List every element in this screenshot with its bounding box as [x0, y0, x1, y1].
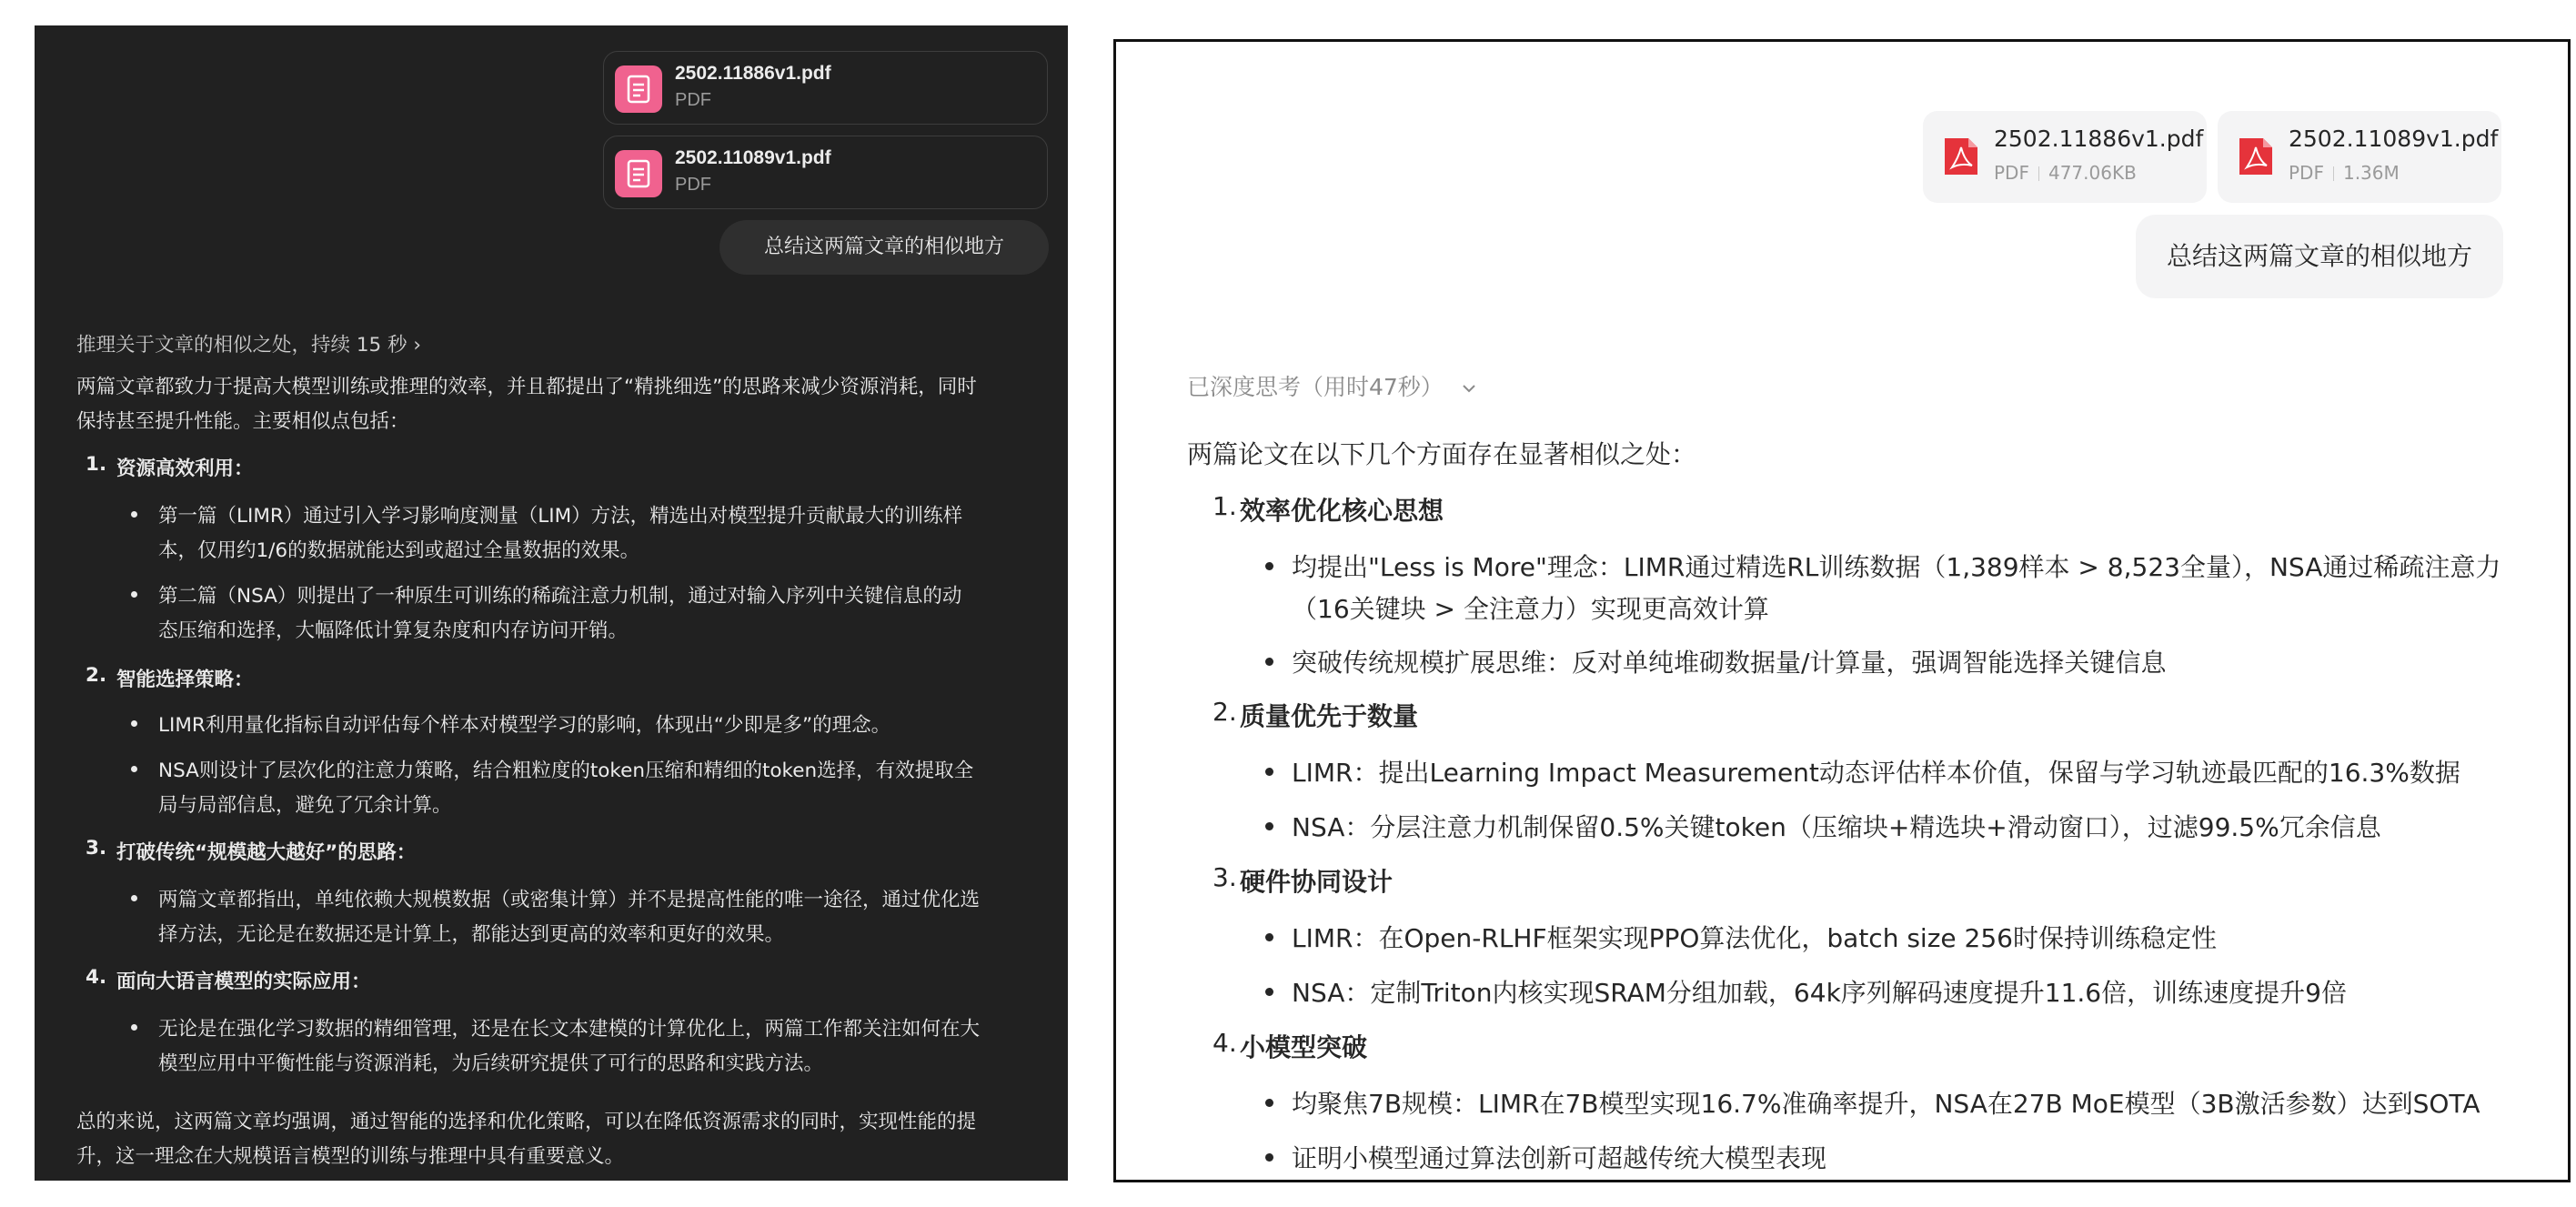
section-number: 1. [86, 453, 107, 476]
pdf-icon [2236, 135, 2276, 178]
bullet-text: 证明小模型通过算法创新可超越传统大模型表现 [1292, 1143, 1827, 1173]
bullet-text: LIMR：提出Learning Impact Measurement动态评估样本价值，保留与学习轨迹最匹配的16.3%数据 [1292, 758, 2460, 788]
section-number: 1. [1213, 491, 1237, 521]
bullet-text: NSA则设计了层次化的注意力策略，结合粗粒度的token压缩和精细的token选择，有效提取全 [158, 759, 974, 782]
attachment-type: PDF [675, 175, 711, 195]
section-title: 面向大语言模型的实际应用： [116, 971, 371, 993]
reasoning-toggle[interactable]: 推理关于文章的相似之处，持续 15 秒 › [76, 334, 421, 357]
section-title: 资源高效利用： [116, 458, 254, 480]
document-icon [615, 150, 662, 197]
bullet [131, 720, 137, 727]
bullet [131, 895, 137, 901]
bullet-text: 第二篇（NSA）则提出了一种原生可训练的稀疏注意力机制，通过对输入序列中关键信息的动 [158, 585, 962, 608]
bullet-text: 态压缩和选择，大幅降低计算复杂度和内存访问开销。 [158, 619, 629, 642]
attachment-name: 2502.11886v1.pdf [675, 63, 831, 84]
bullet-text: 本，仅用约1/6的数据就能达到或超过全量数据的效果。 [158, 539, 640, 562]
attachment-card[interactable] [1923, 111, 2207, 203]
section-number: 2. [86, 664, 107, 687]
attachment-card[interactable] [603, 136, 1048, 209]
section-number: 4. [1213, 1028, 1237, 1058]
bullet [1265, 1153, 1273, 1162]
attachment-card[interactable] [603, 51, 1048, 125]
section-title: 质量优先于数量 [1240, 701, 1419, 731]
attachment-name: 2502.11089v1.pdf [675, 147, 831, 168]
attachment-type: PDF [675, 90, 711, 110]
bullet-text: 第一篇（LIMR）通过引入学习影响度测量（LIM）方法，精选出对模型提升贡献最大的训练样 [158, 505, 963, 528]
bullet-text: LIMR：在Open-RLHF框架实现PPO算法优化，batch size 256时保持训练稳定性 [1292, 923, 2217, 953]
bullet-text: 均提出"Less is More"理念：LIMR通过精选RL训练数据（1,389样本 > 8,523全量），NSA通过稀疏注意力 [1292, 552, 2501, 582]
conclusion-line: 升，这一理念在大规模语言模型的训练与推理中具有重要意义。 [76, 1145, 625, 1168]
chevron-down-icon [1460, 382, 1478, 395]
bullet-text: NSA：分层注意力机制保留0.5%关键token（压缩块+精选块+滑动窗口），过滤99.5%冗余信息 [1292, 812, 2381, 842]
bullet [131, 766, 137, 772]
attachment-card[interactable] [2218, 111, 2501, 203]
bullet [131, 591, 137, 598]
bullet [1265, 768, 1273, 776]
bullet-text: 均聚焦7B规模：LIMR在7B模型实现16.7%准确率提升，NSA在27B MoE模型（3B激活参数）达到SOTA [1292, 1089, 2480, 1119]
section-title: 打破传统“规模越大越好”的思路： [116, 841, 417, 864]
bullet-text: 局与局部信息，避免了冗余计算。 [158, 794, 452, 817]
bullet [1265, 658, 1273, 666]
section-title: 小模型突破 [1240, 1032, 1368, 1062]
section-title: 效率优化核心思想 [1240, 496, 1444, 526]
pdf-icon [1941, 135, 1981, 178]
bullet-text: NSA：定制Triton内核实现SRAM分组加载，64k序列解码速度提升11.6倍，训练速度提升9倍 [1292, 978, 2347, 1008]
attachment-meta: PDF 1.36M [2289, 162, 2400, 184]
intro-line: 保持甚至提升性能。主要相似点包括： [76, 410, 409, 433]
deep-think-toggle[interactable]: 已深度思考（用时47秒） [1187, 369, 1478, 402]
section-number: 3. [86, 837, 107, 860]
section-number: 4. [86, 966, 107, 989]
bullet-text: 模型应用中平衡性能与资源消耗，为后续研究提供了可行的思路和实践方法。 [158, 1052, 824, 1075]
bullet-text: LIMR利用量化指标自动评估每个样本对模型学习的影响，体现出“少即是多”的理念。 [158, 714, 891, 737]
attachment-name: 2502.11089v1.pdf [2289, 126, 2499, 152]
conclusion-line: 总的来说，这两篇文章均强调，通过智能的选择和优化策略，可以在降低资源需求的同时，实现性能的提 [76, 1111, 977, 1133]
bullet [131, 1024, 137, 1031]
document-icon [615, 65, 662, 113]
user-message: 总结这两篇文章的相似地方 [719, 220, 1049, 275]
attachment-meta: PDF 477.06KB [1994, 162, 2137, 184]
bullet [1265, 562, 1273, 570]
user-message: 总结这两篇文章的相似地方 [2136, 215, 2503, 298]
bullet-text: 两篇文章都指出，单纯依赖大规模数据（或密集计算）并不是提高性能的唯一途径，通过优化选 [158, 889, 981, 911]
bullet-text: 突破传统规模扩展思维：反对单纯堆砌数据量/计算量，强调智能选择关键信息 [1292, 648, 2167, 678]
intro-line: 两篇论文在以下几个方面存在显著相似之处： [1187, 439, 1697, 469]
bullet [1265, 933, 1273, 941]
bullet-text: 择方法，无论是在数据还是计算上，都能达到更高的效率和更好的效果。 [158, 923, 785, 946]
bullet [131, 511, 137, 518]
section-title: 硬件协同设计 [1240, 867, 1394, 897]
right-chat-panel [1113, 39, 2571, 1182]
section-title: 智能选择策略： [116, 669, 254, 691]
bullet [1265, 822, 1273, 830]
section-number: 2. [1213, 697, 1237, 727]
attachment-name: 2502.11886v1.pdf [1994, 126, 2204, 152]
bullet [1265, 988, 1273, 996]
bullet-text: 无论是在强化学习数据的精细管理，还是在长文本建模的计算优化上，两篇工作都关注如何在大 [158, 1018, 981, 1041]
bullet [1265, 1099, 1273, 1107]
bullet-text: （16关键块 > 全注意力）实现更高效计算 [1292, 594, 1769, 624]
section-number: 3. [1213, 862, 1237, 892]
left-chat-panel [35, 25, 1068, 1181]
intro-line: 两篇文章都致力于提高大模型训练或推理的效率，并且都提出了“精挑细选”的思路来减少资源消耗，同时 [76, 376, 977, 398]
